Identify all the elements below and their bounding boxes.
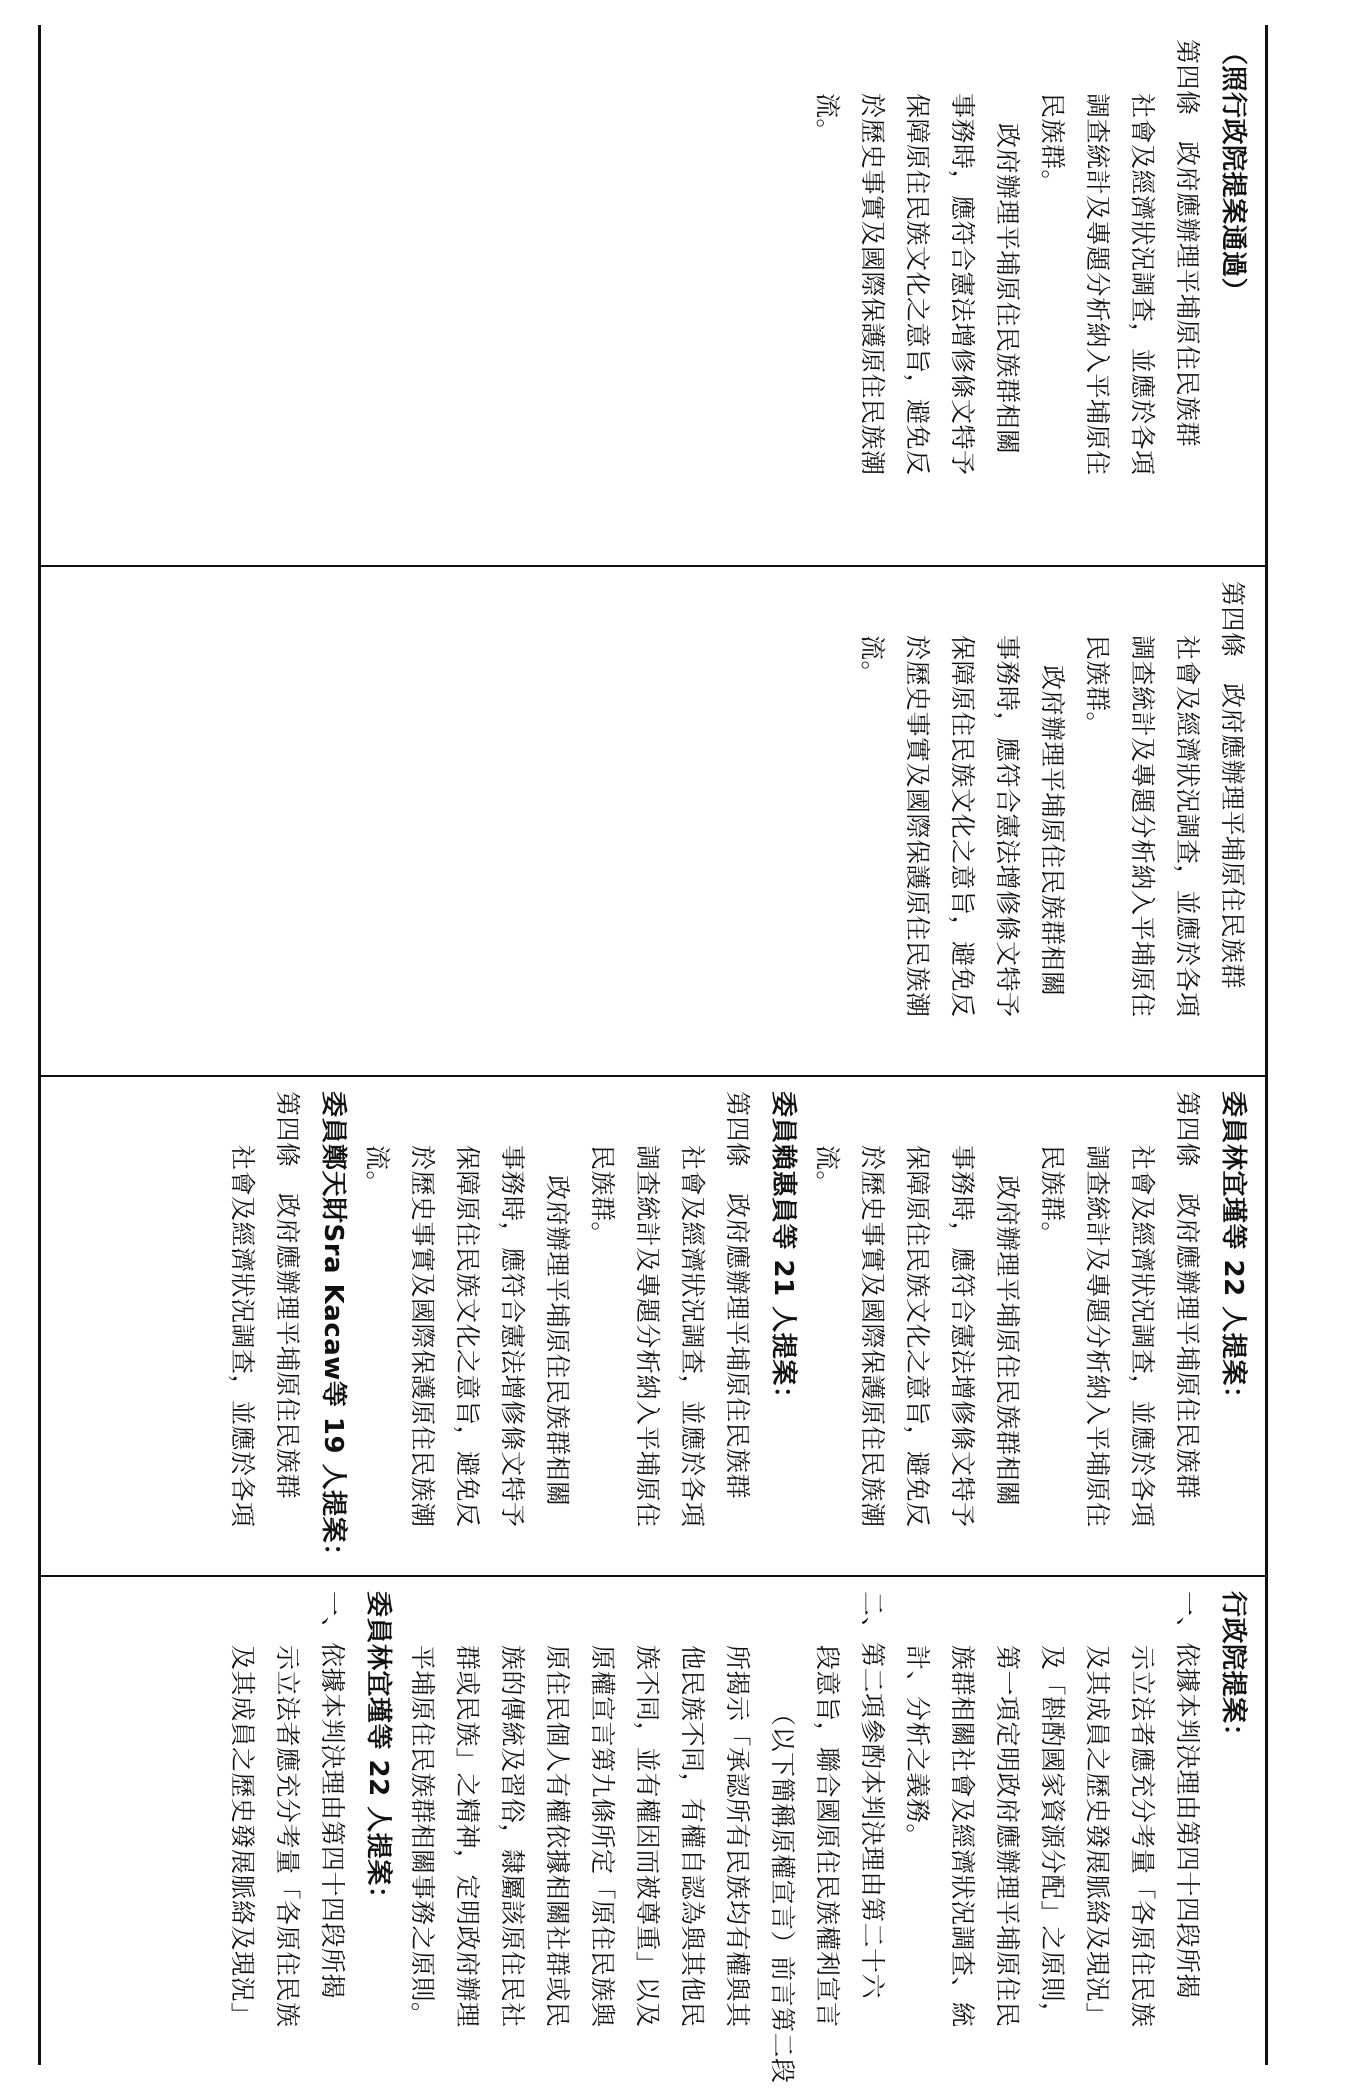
text-line: 民族群。: [588, 1145, 617, 1248]
text-line: 調查統計及專題分析納入平埔原住: [1128, 635, 1157, 1018]
column-explanations: [41, 1575, 1265, 2084]
text-line: 於歷史事實及國際保護原住民族潮: [858, 93, 887, 476]
column-current-text: [41, 565, 1265, 1075]
column-passed-text: [41, 25, 1265, 565]
text-line: 所揭示「承認所有民族均有權與其: [723, 1645, 752, 2028]
text-line: 流。: [858, 635, 887, 687]
text-line: 族群相關社會及經濟狀況調查、統: [948, 1645, 977, 2028]
text-line: 民族群。: [1038, 93, 1067, 196]
section-heading: 委員林宜瑾等 22 人提案：: [363, 1591, 393, 1913]
text-line: 流。: [813, 1145, 842, 1197]
text-line: 事務時，應符合憲法增修條文特予: [498, 1145, 527, 1528]
text-line: 事務時，應符合憲法增修條文特予: [948, 93, 977, 476]
text-line: 第四條 政府應辦理平埔原住民族群: [1173, 1091, 1202, 1500]
text-line: 第四條 政府應辦理平埔原住民族群: [273, 1091, 302, 1500]
text-line: 原住民個人有權依據相關社群或民: [543, 1645, 572, 2028]
comparison-table: [38, 25, 1268, 2084]
section-heading: （照行政院提案通過）: [1218, 39, 1248, 305]
text-line: 社會及經濟狀況調查，並應於各項: [1128, 1145, 1157, 1528]
text-line: 示立法者應充分考量「各原住民族: [273, 1645, 302, 2028]
rotated-comparison-table: [38, 25, 1268, 2084]
section-heading: 委員鄭天財Sra Kacaw等 19 人提案：: [318, 1091, 348, 1570]
text-line: 社會及經濟狀況調查，並應於各項: [1128, 93, 1157, 476]
text-line: 調查統計及專題分析納入平埔原住: [633, 1145, 662, 1528]
text-line: 調查統計及專題分析納入平埔原住: [1083, 93, 1112, 476]
column-proposals: [41, 1075, 1265, 1575]
text-line: 一、依據本判決理由第四十四段所揭: [318, 1591, 347, 2000]
text-line: 示立法者應充分考量「各原住民族: [1128, 1645, 1157, 2028]
text-line: 保障原住民族文化之意旨，避免反: [903, 93, 932, 476]
text-line: 流。: [363, 1145, 392, 1197]
section-heading: 委員林宜瑾等 22 人提案：: [1218, 1091, 1248, 1413]
text-line: 保障原住民族文化之意旨，避免反: [903, 1145, 932, 1528]
text-line: 平埔原住民族群相關事務之原則。: [408, 1645, 437, 2028]
text-line: 調查統計及專題分析納入平埔原住: [1083, 1145, 1112, 1528]
text-line: 群或民族」之精神，定明政府辦理: [453, 1645, 482, 2028]
text-line: 於歷史事實及國際保護原住民族潮: [858, 1145, 887, 1528]
text-line: 民族群。: [1038, 1145, 1067, 1248]
text-line: 及其成員之歷史發展脈絡及現況」: [1083, 1645, 1112, 2028]
text-line: 一、依據本判決理由第四十四段所揭: [1173, 1591, 1202, 2000]
text-line: 族的傳統及習俗，隸屬該原住民社: [498, 1645, 527, 2028]
text-line: 社會及經濟狀況調查，並應於各項: [678, 1145, 707, 1528]
text-line: 民族群。: [1083, 635, 1112, 738]
text-line: （以下簡稱原權宣言）前言第二段: [768, 1701, 797, 2084]
text-line: 政府辦理平埔原住民族群相關: [993, 1175, 1022, 1507]
text-line: 第四條 政府應辦理平埔原住民族群: [1218, 581, 1247, 990]
section-heading: 行政院提案：: [1218, 1591, 1248, 1751]
text-line: 第一項定明政府應辦理平埔原住民: [993, 1645, 1022, 2028]
text-line: 及其成員之歷史發展脈絡及現況」: [228, 1645, 257, 2028]
text-line: 政府辦理平埔原住民族群相關: [993, 123, 1022, 455]
text-line: 二、第二項參酌本判決理由第二十六: [858, 1591, 887, 2000]
text-line: 計、分析之義務。: [903, 1645, 932, 1850]
text-line: 及「斟酌國家資源分配」之原則，: [1038, 1645, 1067, 2028]
text-line: 社會及經濟狀況調查，並應於各項: [1173, 635, 1202, 1018]
text-line: 保障原住民族文化之意旨，避免反: [453, 1145, 482, 1528]
text-line: 事務時，應符合憲法增修條文特予: [993, 635, 1022, 1018]
text-line: 政府辦理平埔原住民族群相關: [1038, 665, 1067, 997]
text-line: 流。: [813, 93, 842, 145]
text-line: 於歷史事實及國際保護原住民族潮: [903, 635, 932, 1018]
text-line: 原權宣言第九條所定「原住民族與: [588, 1645, 617, 2028]
section-heading: 委員賴惠員等 21 人提案：: [768, 1091, 798, 1413]
text-line: 族不同，並有權因而被尊重」以及: [633, 1645, 662, 2028]
text-line: 保障原住民族文化之意旨，避免反: [948, 635, 977, 1018]
text-line: 政府辦理平埔原住民族群相關: [543, 1175, 572, 1507]
text-line: 於歷史事實及國際保護原住民族潮: [408, 1145, 437, 1528]
text-line: 段意旨，聯合國原住民族權利宣言: [813, 1645, 842, 2028]
text-line: 第四條 政府應辦理平埔原住民族群: [723, 1091, 752, 1500]
text-line: 社會及經濟狀況調查，並應於各項: [228, 1145, 257, 1528]
text-line: 第四條 政府應辦理平埔原住民族群: [1173, 39, 1202, 448]
text-line: 事務時，應符合憲法增修條文特予: [948, 1145, 977, 1528]
text-line: 他民族不同，有權自認為與其他民: [678, 1645, 707, 2028]
